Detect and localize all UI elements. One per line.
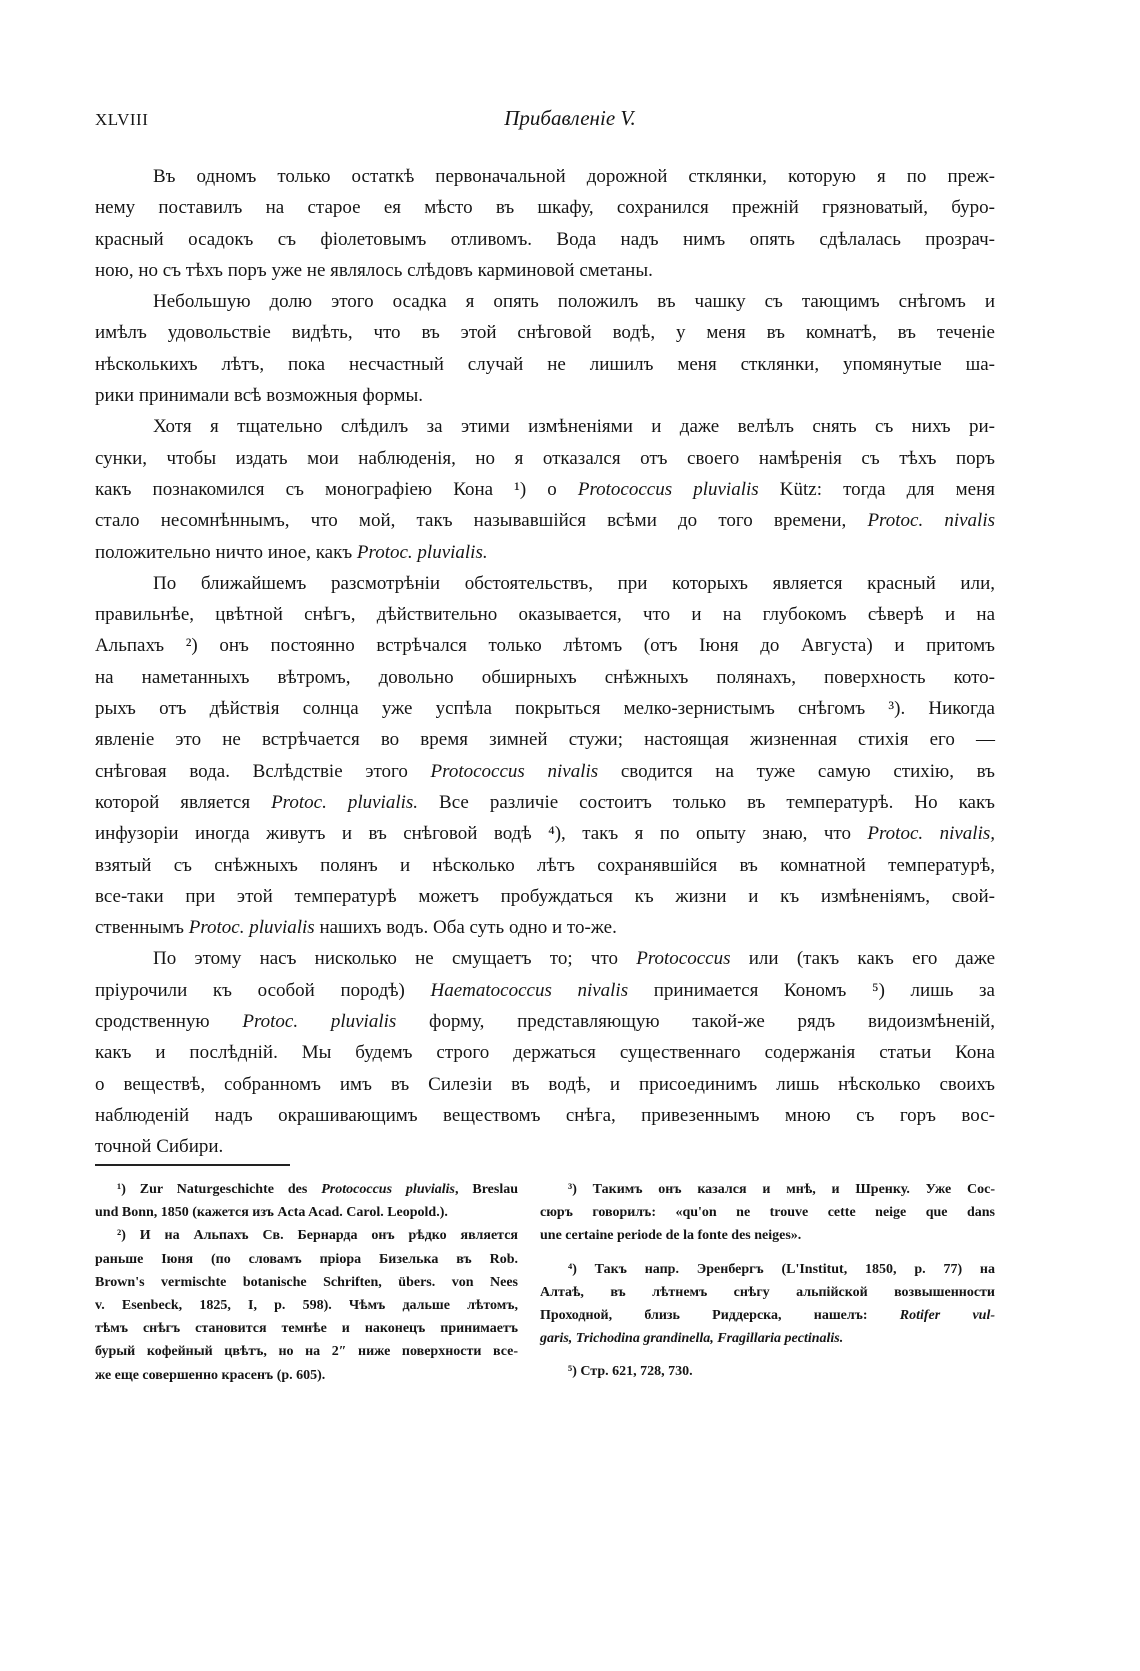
footnotes-left-column	[95, 1178, 518, 1387]
body-line	[153, 161, 995, 192]
italic-taxon-text: Protoc. pluvialis	[242, 1011, 397, 1033]
running-header-title: Прибавленіе V.	[504, 106, 636, 130]
text-run: принимается Кономъ ⁵) лишь за	[628, 979, 995, 1001]
text-run: Проходной, близь Риддерска, нашелъ:	[540, 1307, 900, 1323]
text-run: ¹) Zur Naturgeschichte des	[117, 1182, 322, 1197]
footnote-line	[540, 1224, 995, 1247]
text-run: v. Esenbeck, 1825, I, p. 598). Чѣмъ дальше лѣтомъ,	[95, 1297, 518, 1313]
italic-taxon-text: Protococcus nivalis	[430, 760, 599, 782]
text-run: рыхъ отъ дѣйствія солнца уже успѣла покрыться мелко-зернистымъ снѣгомъ ³). Никогда	[95, 698, 995, 720]
italic-taxon-text: Protococcus pluvialis	[321, 1182, 455, 1197]
text-run: ⁴) Такъ напр. Эренбергъ (L'Institut, 1850, p. 77) на	[568, 1261, 995, 1277]
body-line	[95, 474, 995, 505]
text-run: une certaine periode de la fonte des neiges».	[540, 1228, 802, 1244]
text-run: und Bonn, 1850 (кажется изъ Acta Acad. Carol. Leopold.).	[95, 1205, 448, 1221]
italic-taxon-text: garis, Trichodina grandinella, Fragillaria pectinalis.	[540, 1331, 844, 1347]
footnote-paragraph	[95, 1224, 518, 1386]
footnote-line	[540, 1201, 995, 1224]
footnote-line	[95, 1271, 518, 1294]
footnote-line	[540, 1304, 995, 1327]
body-line	[95, 599, 995, 630]
footnote-line	[95, 1224, 518, 1247]
text-run: сюръ говорилъ: «qu'on ne trouve cette neige que dans	[540, 1205, 995, 1221]
text-run: же еще совершенно красенъ (p. 605).	[95, 1367, 326, 1383]
italic-taxon-text: Protoc. pluvialis.	[271, 791, 419, 813]
footnote-paragraph	[95, 1178, 518, 1224]
footnote-line	[95, 1317, 518, 1340]
text-run: ²) И на Альпахъ Св. Бернарда онъ рѣдко является	[117, 1228, 518, 1244]
body-line	[153, 943, 995, 974]
text-run: наблюденій надъ окрашивающимъ веществомъ снѣга, привезеннымъ мною съ горъ вос-	[95, 1104, 995, 1126]
main-text	[95, 161, 996, 1163]
italic-taxon-text: Haematococcus nivalis	[430, 979, 629, 1001]
text-run: положительно ничто иное, какъ	[95, 541, 357, 563]
text-run: все-таки при этой температурѣ можетъ пробуждаться къ жизни и къ измѣненіямъ, свой-	[95, 885, 995, 907]
page-number: XLVIII	[95, 110, 149, 129]
body-line	[95, 505, 995, 536]
body-line	[95, 975, 995, 1006]
body-line	[153, 568, 995, 599]
text-run: какъ познакомился съ монографіею Кона ¹) о	[95, 478, 578, 500]
text-run: правильнѣе, цвѣтной снѣгъ, дѣйствительно оказывается, что и на глубокомъ сѣверѣ и на	[95, 604, 995, 626]
body-line	[95, 255, 995, 286]
text-run: имѣлъ удовольствіе видѣть, что въ этой снѣговой водѣ, у меня въ комнатѣ, въ теченіе	[95, 322, 995, 344]
footnote-line	[540, 1178, 995, 1201]
text-run: стало несомнѣннымъ, что мой, такъ называвшійся всѣми до того времени,	[95, 510, 868, 532]
text-run: Въ одномъ только остаткѣ первоначальной дорожной стклянки, которую я по преж-	[153, 166, 995, 187]
text-run: нѣсколькихъ лѣтъ, пока несчастный случай не лишилъ меня стклянки, упомянутые ша-	[95, 353, 995, 375]
body-line	[95, 443, 995, 474]
text-run: пріурочили къ особой породѣ)	[95, 979, 431, 1001]
text-run: ственнымъ	[95, 917, 189, 939]
italic-taxon-text: Rotifer vul-	[899, 1307, 995, 1323]
italic-taxon-text: Protococcus	[636, 948, 731, 970]
text-run: явленіе это не встрѣчается во время зимней стужи; настоящая жизненная стихія его —	[95, 729, 995, 751]
text-run: Алтаѣ, въ лѣтнемъ снѣгу альпійской возвышенности	[540, 1284, 995, 1300]
text-run: раньше Іюня (по словамъ пріора Бизелька въ Rob.	[95, 1251, 518, 1267]
text-run: сводится на туже самую стихію, въ	[598, 760, 996, 782]
body-paragraph	[95, 411, 996, 567]
text-run: на наметанныхъ вѣтромъ, довольно обширныхъ снѣжныхъ полянахъ, поверхность кото-	[95, 666, 995, 688]
text-run: инфузоріи иногда живутъ и въ снѣговой водѣ ⁴), такъ я по опыту знаю, что	[95, 823, 868, 845]
body-line	[95, 912, 995, 943]
footnote-line	[95, 1340, 518, 1363]
italic-taxon-text: Protoc. nivalis,	[867, 823, 995, 845]
italic-taxon-text: Protoc. pluvialis	[188, 917, 315, 939]
footnote-line	[540, 1281, 995, 1304]
footnote-paragraph	[540, 1360, 995, 1383]
text-run: которой является	[95, 791, 272, 813]
text-run: Альпахъ ²) онъ постоянно встрѣчался только лѣтомъ (отъ Іюня до Августа) и притомъ	[95, 635, 995, 657]
text-run: нему поставилъ на старое ея мѣсто въ шкафу, сохранился прежній грязноватый, буро-	[95, 197, 995, 219]
footnote-line	[540, 1360, 995, 1383]
footnote-line	[95, 1294, 518, 1317]
text-run: ною, но съ тѣхъ поръ уже не являлось слѣдовъ карминовой сметаны.	[95, 259, 653, 281]
body-line	[95, 224, 995, 255]
body-line	[95, 850, 995, 881]
text-run: Kütz: тогда для меня	[758, 478, 996, 500]
italic-taxon-text: Protococcus pluvialis	[577, 478, 759, 500]
footnote-paragraph	[540, 1178, 995, 1248]
body-line	[95, 192, 995, 223]
body-paragraph	[95, 943, 995, 1162]
text-run: Brown's vermischte botanische Schriften, übers. von Nees	[95, 1274, 518, 1290]
body-line	[95, 662, 995, 693]
footnote-line	[95, 1248, 518, 1271]
body-line	[95, 1131, 995, 1162]
body-line	[153, 411, 995, 442]
body-line	[95, 380, 995, 411]
text-run: сродственную	[95, 1011, 243, 1033]
body-line	[153, 286, 995, 317]
footnote-line	[540, 1327, 995, 1350]
body-line	[95, 1100, 995, 1131]
footnote-line	[95, 1178, 518, 1201]
body-paragraph	[95, 568, 996, 944]
footnote-line	[95, 1201, 518, 1224]
text-run: взятый съ снѣжныхъ полянъ и нѣсколько лѣтъ сохранявшійся въ комнатной температурѣ,	[95, 854, 995, 876]
text-run: сунки, чтобы издать мои наблюденія, но я отказался отъ своего намѣренія съ тѣхъ поръ	[95, 447, 995, 469]
body-line	[95, 630, 995, 661]
text-run: какъ и послѣдній. Мы будемъ строго держаться существеннаго содержанія статьи Кона	[95, 1042, 995, 1064]
text-run: По ближайшемъ разсмотрѣніи обстоятельствъ, при которыхъ является красный или,	[153, 572, 995, 594]
text-run: рики принимали всѣ возможныя формы.	[95, 385, 423, 407]
text-run: о веществѣ, собранномъ имъ въ Силезіи въ водѣ, и присоединимъ лишь нѣсколько своихъ	[95, 1073, 995, 1095]
text-run: красный осадокъ съ фіолетовымъ отливомъ. Вода надъ нимъ опять сдѣлалась прозрач-	[95, 228, 995, 250]
text-run: По этому насъ нисколько не смущаетъ то; что	[153, 948, 637, 970]
body-paragraph	[95, 286, 995, 411]
text-run: Небольшую долю этого осадка я опять положилъ въ чашку съ тающимъ снѣгомъ и	[153, 291, 995, 313]
footnotes-right-column	[540, 1178, 995, 1384]
italic-taxon-text: Protoc. pluvialis.	[356, 541, 488, 563]
text-run: Хотя я тщательно слѣдилъ за этими измѣненіями и даже велѣлъ снять съ нихъ ри-	[153, 416, 995, 438]
text-run: форму, представляющую такой-же рядъ видоизмѣненій,	[396, 1011, 995, 1033]
text-run: Все различіе состоитъ только въ температурѣ. Но какъ	[418, 791, 996, 813]
body-line	[95, 724, 995, 755]
text-run: тѣмъ снѣгъ становится темнѣе и наконецъ принимаетъ	[95, 1321, 518, 1337]
text-run: бурый кофейный цвѣтъ, но на 2″ ниже поверхности все-	[95, 1344, 518, 1360]
footnote-line	[540, 1258, 995, 1281]
body-line	[95, 537, 995, 568]
body-paragraph	[95, 161, 995, 286]
body-line	[95, 1037, 995, 1068]
text-run: нашихъ водъ. Оба суть одно и то-же.	[314, 917, 617, 939]
text-run: или (такъ какъ его даже	[730, 948, 995, 970]
body-line	[95, 349, 995, 380]
text-run: ³) Такимъ онъ казался и мнѣ, и Шренку. Уже Сос-	[568, 1182, 995, 1197]
body-line	[95, 756, 995, 787]
body-line	[95, 881, 995, 912]
body-line	[95, 1069, 995, 1100]
body-line	[95, 818, 995, 849]
text-run: ⁵) Стр. 621, 728, 730.	[568, 1364, 693, 1380]
body-line	[95, 1006, 995, 1037]
body-line	[95, 317, 995, 348]
body-line	[95, 693, 995, 724]
footnote-paragraph	[540, 1258, 995, 1351]
text-run: снѣговая вода. Вслѣдствіе этого	[95, 760, 431, 782]
italic-taxon-text: Protoc. nivalis	[867, 510, 995, 532]
body-line	[95, 787, 995, 818]
footnote-line	[95, 1364, 518, 1387]
text-run: точной Сибири.	[95, 1136, 224, 1158]
footnote-divider	[95, 1164, 290, 1166]
text-run: , Breslau	[454, 1182, 518, 1197]
